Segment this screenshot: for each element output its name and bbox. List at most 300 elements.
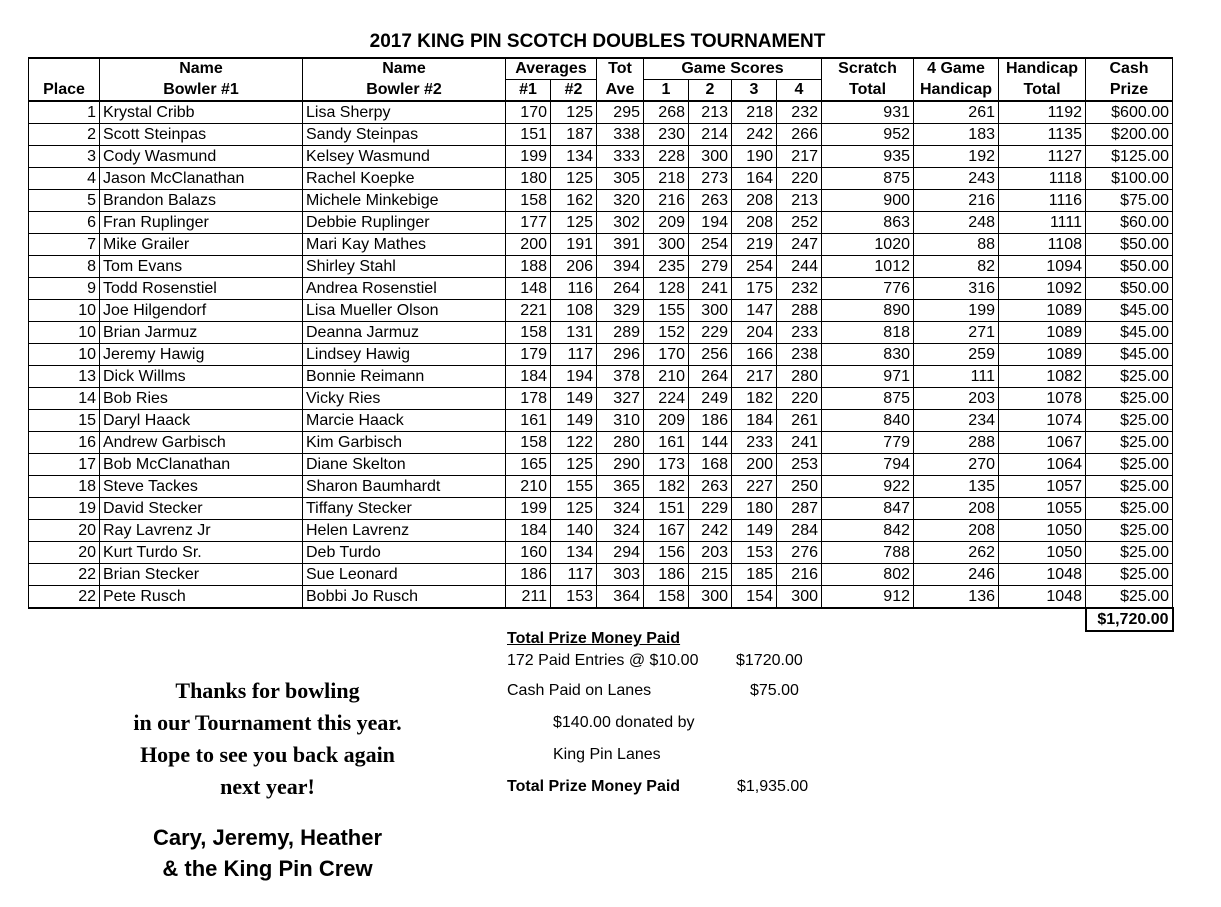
cell-place: 13 bbox=[29, 366, 100, 388]
cell-place: 14 bbox=[29, 388, 100, 410]
cell-game2: 263 bbox=[689, 190, 732, 212]
cell-scratch-total: 1012 bbox=[822, 256, 914, 278]
header-cash-bottom: Prize bbox=[1086, 80, 1173, 102]
cell-game3: 217 bbox=[732, 366, 777, 388]
cell-handicap: 203 bbox=[914, 388, 999, 410]
table-row bbox=[29, 146, 1173, 168]
cell-game3: 200 bbox=[732, 454, 777, 476]
cell-cash-prize: $25.00 bbox=[1086, 542, 1173, 564]
cell-cash-prize: $125.00 bbox=[1086, 146, 1173, 168]
cell-tot-ave: 338 bbox=[597, 124, 644, 146]
cell-game4: 280 bbox=[777, 366, 822, 388]
cell-bowler1: Tom Evans bbox=[100, 256, 303, 278]
cell-game2: 242 bbox=[689, 520, 732, 542]
cell-game3: 233 bbox=[732, 432, 777, 454]
cell-game1: 152 bbox=[644, 322, 689, 344]
cell-game1: 235 bbox=[644, 256, 689, 278]
cell-cash-prize: $200.00 bbox=[1086, 124, 1173, 146]
cell-avg1: 165 bbox=[506, 454, 551, 476]
cell-game4: 266 bbox=[777, 124, 822, 146]
cell-game4: 253 bbox=[777, 454, 822, 476]
cell-place: 17 bbox=[29, 454, 100, 476]
cell-avg2: 125 bbox=[551, 101, 597, 124]
cell-bowler2: Bonnie Reimann bbox=[303, 366, 506, 388]
cell-avg2: 194 bbox=[551, 366, 597, 388]
cell-place: 22 bbox=[29, 586, 100, 609]
cell-tot-ave: 391 bbox=[597, 234, 644, 256]
cell-game4: 288 bbox=[777, 300, 822, 322]
summary-entries-value: $1720.00 bbox=[736, 652, 803, 669]
cell-game1: 155 bbox=[644, 300, 689, 322]
cell-avg2: 153 bbox=[551, 586, 597, 609]
cell-game1: 151 bbox=[644, 498, 689, 520]
cell-scratch-total: 802 bbox=[822, 564, 914, 586]
cell-game1: 161 bbox=[644, 432, 689, 454]
cell-tot-ave: 296 bbox=[597, 344, 644, 366]
summary-total-label: Total Prize Money Paid bbox=[507, 778, 681, 795]
cell-game3: 208 bbox=[732, 212, 777, 234]
page-title: 2017 KING PIN SCOTCH DOUBLES TOURNAMENT bbox=[369, 31, 826, 52]
cell-bowler1: Brian Stecker bbox=[100, 564, 303, 586]
cell-bowler1: Todd Rosenstiel bbox=[100, 278, 303, 300]
cell-place: 3 bbox=[29, 146, 100, 168]
cell-cash-prize: $25.00 bbox=[1086, 586, 1173, 609]
cell-place: 20 bbox=[29, 520, 100, 542]
cell-game4: 287 bbox=[777, 498, 822, 520]
cell-game3: 184 bbox=[732, 410, 777, 432]
header-hdcp-bottom: Handicap bbox=[914, 80, 999, 102]
cell-tot-ave: 327 bbox=[597, 388, 644, 410]
cell-handicap-total: 1089 bbox=[999, 344, 1086, 366]
cell-handicap: 259 bbox=[914, 344, 999, 366]
cell-bowler1: Daryl Haack bbox=[100, 410, 303, 432]
cell-place: 22 bbox=[29, 564, 100, 586]
header-place: Place bbox=[29, 80, 100, 102]
header-avg1: #1 bbox=[506, 80, 551, 102]
cell-avg1: 184 bbox=[506, 366, 551, 388]
cell-game4: 213 bbox=[777, 190, 822, 212]
cell-game3: 153 bbox=[732, 542, 777, 564]
cell-place: 5 bbox=[29, 190, 100, 212]
header-scratch-top: Scratch bbox=[822, 58, 914, 80]
cell-bowler2: Deb Turdo bbox=[303, 542, 506, 564]
cell-game2: 168 bbox=[689, 454, 732, 476]
cell-place: 7 bbox=[29, 234, 100, 256]
cell-scratch-total: 794 bbox=[822, 454, 914, 476]
cell-avg2: 125 bbox=[551, 168, 597, 190]
cell-avg2: 131 bbox=[551, 322, 597, 344]
table-row bbox=[29, 212, 1173, 234]
cell-place: 1 bbox=[29, 101, 100, 124]
cell-cash-prize: $60.00 bbox=[1086, 212, 1173, 234]
cell-cash-prize: $50.00 bbox=[1086, 278, 1173, 300]
cell-game2: 263 bbox=[689, 476, 732, 498]
crew-signoff bbox=[100, 822, 435, 884]
cell-scratch-total: 875 bbox=[822, 168, 914, 190]
cell-game2: 203 bbox=[689, 542, 732, 564]
cell-game1: 224 bbox=[644, 388, 689, 410]
summary-lanes-label: Cash Paid on Lanes bbox=[507, 682, 652, 699]
cell-game3: 147 bbox=[732, 300, 777, 322]
summary-donated-line1: $140.00 donated by bbox=[553, 714, 695, 731]
cell-handicap-total: 1135 bbox=[999, 124, 1086, 146]
thanks-line-2: in our Tournament this year. bbox=[133, 710, 402, 735]
cell-game3: 166 bbox=[732, 344, 777, 366]
cell-tot-ave: 329 bbox=[597, 300, 644, 322]
table-row bbox=[29, 256, 1173, 278]
cell-avg1: 199 bbox=[506, 146, 551, 168]
cell-game3: 149 bbox=[732, 520, 777, 542]
cell-avg2: 187 bbox=[551, 124, 597, 146]
cell-game3: 190 bbox=[732, 146, 777, 168]
cell-tot-ave: 320 bbox=[597, 190, 644, 212]
cell-game3: 208 bbox=[732, 190, 777, 212]
cell-bowler2: Michele Minkebige bbox=[303, 190, 506, 212]
header-hdcp-top: 4 Game bbox=[914, 58, 999, 80]
thank-you-message bbox=[100, 675, 435, 803]
cell-game2: 241 bbox=[689, 278, 732, 300]
header-game-scores: Game Scores bbox=[644, 58, 822, 80]
cell-game2: 300 bbox=[689, 146, 732, 168]
cell-scratch-total: 840 bbox=[822, 410, 914, 432]
cell-handicap: 261 bbox=[914, 101, 999, 124]
cell-bowler1: Kurt Turdo Sr. bbox=[100, 542, 303, 564]
cell-game2: 213 bbox=[689, 101, 732, 124]
cell-handicap: 111 bbox=[914, 366, 999, 388]
cell-bowler1: Joe Hilgendorf bbox=[100, 300, 303, 322]
cell-tot-ave: 290 bbox=[597, 454, 644, 476]
cell-avg1: 151 bbox=[506, 124, 551, 146]
cell-avg1: 177 bbox=[506, 212, 551, 234]
cell-game4: 238 bbox=[777, 344, 822, 366]
cell-avg2: 134 bbox=[551, 146, 597, 168]
results-table bbox=[28, 57, 1174, 632]
cell-scratch-total: 935 bbox=[822, 146, 914, 168]
cell-tot-ave: 324 bbox=[597, 498, 644, 520]
cell-cash-prize: $25.00 bbox=[1086, 432, 1173, 454]
cell-handicap: 216 bbox=[914, 190, 999, 212]
cell-game2: 256 bbox=[689, 344, 732, 366]
cell-game3: 204 bbox=[732, 322, 777, 344]
cell-game1: 170 bbox=[644, 344, 689, 366]
cell-bowler1: Mike Grailer bbox=[100, 234, 303, 256]
cell-cash-prize: $45.00 bbox=[1086, 344, 1173, 366]
cell-handicap-total: 1111 bbox=[999, 212, 1086, 234]
header-tot-top: Tot bbox=[597, 58, 644, 80]
header-name2-bottom: Bowler #2 bbox=[303, 80, 506, 102]
cell-bowler1: Pete Rusch bbox=[100, 586, 303, 609]
cell-tot-ave: 378 bbox=[597, 366, 644, 388]
cell-cash-prize: $45.00 bbox=[1086, 300, 1173, 322]
cell-game1: 230 bbox=[644, 124, 689, 146]
cell-tot-ave: 303 bbox=[597, 564, 644, 586]
cell-bowler1: Jason McClanathan bbox=[100, 168, 303, 190]
cell-bowler2: Bobbi Jo Rusch bbox=[303, 586, 506, 609]
cell-tot-ave: 364 bbox=[597, 586, 644, 609]
cell-scratch-total: 922 bbox=[822, 476, 914, 498]
table-row bbox=[29, 124, 1173, 146]
cell-place: 4 bbox=[29, 168, 100, 190]
cell-bowler1: Brandon Balazs bbox=[100, 190, 303, 212]
table-row bbox=[29, 344, 1173, 366]
cell-handicap: 248 bbox=[914, 212, 999, 234]
cell-game4: 217 bbox=[777, 146, 822, 168]
cell-game3: 164 bbox=[732, 168, 777, 190]
cell-handicap: 183 bbox=[914, 124, 999, 146]
cell-avg2: 155 bbox=[551, 476, 597, 498]
cell-avg1: 184 bbox=[506, 520, 551, 542]
cell-avg1: 179 bbox=[506, 344, 551, 366]
cell-handicap: 288 bbox=[914, 432, 999, 454]
cell-handicap-total: 1089 bbox=[999, 300, 1086, 322]
cell-game2: 215 bbox=[689, 564, 732, 586]
cell-bowler1: Ray Lavrenz Jr bbox=[100, 520, 303, 542]
cell-avg1: 211 bbox=[506, 586, 551, 609]
cell-handicap: 270 bbox=[914, 454, 999, 476]
cell-avg1: 158 bbox=[506, 322, 551, 344]
crew-line-2: & the King Pin Crew bbox=[162, 856, 373, 881]
cell-handicap-total: 1089 bbox=[999, 322, 1086, 344]
cell-handicap-total: 1050 bbox=[999, 520, 1086, 542]
cell-avg1: 221 bbox=[506, 300, 551, 322]
table-row bbox=[29, 564, 1173, 586]
cell-bowler2: Debbie Ruplinger bbox=[303, 212, 506, 234]
cell-game2: 194 bbox=[689, 212, 732, 234]
header-game2: 2 bbox=[689, 80, 732, 102]
cell-cash-prize: $600.00 bbox=[1086, 101, 1173, 124]
header-htotal-bottom: Total bbox=[999, 80, 1086, 102]
cell-bowler1: Steve Tackes bbox=[100, 476, 303, 498]
cell-tot-ave: 305 bbox=[597, 168, 644, 190]
table-row bbox=[29, 168, 1173, 190]
cell-game1: 209 bbox=[644, 410, 689, 432]
header-scratch-bottom: Total bbox=[822, 80, 914, 102]
cell-tot-ave: 324 bbox=[597, 520, 644, 542]
cell-scratch-total: 776 bbox=[822, 278, 914, 300]
cell-handicap-total: 1074 bbox=[999, 410, 1086, 432]
cell-bowler2: Kim Garbisch bbox=[303, 432, 506, 454]
grand-total-row bbox=[29, 608, 1173, 631]
summary-lanes-value: $75.00 bbox=[750, 682, 799, 699]
summary-heading: Total Prize Money Paid bbox=[507, 630, 681, 647]
cell-game2: 300 bbox=[689, 586, 732, 609]
table-row bbox=[29, 234, 1173, 256]
cell-game4: 247 bbox=[777, 234, 822, 256]
cell-scratch-total: 912 bbox=[822, 586, 914, 609]
cell-handicap-total: 1108 bbox=[999, 234, 1086, 256]
cell-handicap: 234 bbox=[914, 410, 999, 432]
cell-handicap-total: 1127 bbox=[999, 146, 1086, 168]
cell-cash-prize: $25.00 bbox=[1086, 498, 1173, 520]
cell-bowler2: Tiffany Stecker bbox=[303, 498, 506, 520]
cell-game2: 254 bbox=[689, 234, 732, 256]
cell-avg1: 158 bbox=[506, 432, 551, 454]
cell-scratch-total: 847 bbox=[822, 498, 914, 520]
table-row bbox=[29, 101, 1173, 124]
cell-avg1: 210 bbox=[506, 476, 551, 498]
cell-game3: 182 bbox=[732, 388, 777, 410]
cell-handicap-total: 1116 bbox=[999, 190, 1086, 212]
cell-game4: 300 bbox=[777, 586, 822, 609]
cell-handicap-total: 1092 bbox=[999, 278, 1086, 300]
cell-tot-ave: 365 bbox=[597, 476, 644, 498]
cell-avg2: 162 bbox=[551, 190, 597, 212]
cell-avg2: 116 bbox=[551, 278, 597, 300]
cell-tot-ave: 280 bbox=[597, 432, 644, 454]
cell-handicap: 135 bbox=[914, 476, 999, 498]
cell-game2: 264 bbox=[689, 366, 732, 388]
cell-bowler2: Rachel Koepke bbox=[303, 168, 506, 190]
table-row bbox=[29, 278, 1173, 300]
header-tot-bottom: Ave bbox=[597, 80, 644, 102]
cell-bowler1: Brian Jarmuz bbox=[100, 322, 303, 344]
cell-avg1: 161 bbox=[506, 410, 551, 432]
cell-game1: 128 bbox=[644, 278, 689, 300]
cell-cash-prize: $25.00 bbox=[1086, 366, 1173, 388]
cell-handicap-total: 1048 bbox=[999, 586, 1086, 609]
cell-bowler2: Sue Leonard bbox=[303, 564, 506, 586]
cell-bowler2: Sharon Baumhardt bbox=[303, 476, 506, 498]
cell-scratch-total: 971 bbox=[822, 366, 914, 388]
cell-handicap-total: 1067 bbox=[999, 432, 1086, 454]
cell-game4: 250 bbox=[777, 476, 822, 498]
cell-cash-prize: $25.00 bbox=[1086, 520, 1173, 542]
cell-game4: 232 bbox=[777, 278, 822, 300]
cell-bowler2: Sandy Steinpas bbox=[303, 124, 506, 146]
header-htotal-top: Handicap bbox=[999, 58, 1086, 80]
cell-avg2: 149 bbox=[551, 388, 597, 410]
cell-avg1: 180 bbox=[506, 168, 551, 190]
cell-bowler1: Dick Willms bbox=[100, 366, 303, 388]
cell-game3: 218 bbox=[732, 101, 777, 124]
crew-line-1: Cary, Jeremy, Heather bbox=[152, 825, 383, 850]
cell-place: 9 bbox=[29, 278, 100, 300]
table-row bbox=[29, 454, 1173, 476]
cell-bowler2: Andrea Rosenstiel bbox=[303, 278, 506, 300]
cell-place: 18 bbox=[29, 476, 100, 498]
table-row bbox=[29, 410, 1173, 432]
results-body bbox=[29, 101, 1173, 608]
cell-cash-prize: $45.00 bbox=[1086, 322, 1173, 344]
thanks-line-3: Hope to see you back again bbox=[140, 742, 395, 767]
cell-scratch-total: 788 bbox=[822, 542, 914, 564]
cell-game4: 233 bbox=[777, 322, 822, 344]
cell-avg2: 122 bbox=[551, 432, 597, 454]
cell-bowler2: Lisa Mueller Olson bbox=[303, 300, 506, 322]
cell-bowler2: Mari Kay Mathes bbox=[303, 234, 506, 256]
cell-place: 2 bbox=[29, 124, 100, 146]
cell-tot-ave: 294 bbox=[597, 542, 644, 564]
header-cash-top: Cash bbox=[1086, 58, 1173, 80]
cell-scratch-total: 890 bbox=[822, 300, 914, 322]
cell-avg2: 108 bbox=[551, 300, 597, 322]
table-row bbox=[29, 476, 1173, 498]
cell-cash-prize: $100.00 bbox=[1086, 168, 1173, 190]
table-row bbox=[29, 498, 1173, 520]
grand-total-spacer bbox=[29, 608, 1086, 631]
cell-avg2: 125 bbox=[551, 454, 597, 476]
table-row bbox=[29, 388, 1173, 410]
cell-game2: 249 bbox=[689, 388, 732, 410]
cell-scratch-total: 842 bbox=[822, 520, 914, 542]
cell-game2: 229 bbox=[689, 498, 732, 520]
cell-game3: 219 bbox=[732, 234, 777, 256]
cell-handicap: 82 bbox=[914, 256, 999, 278]
cell-cash-prize: $50.00 bbox=[1086, 234, 1173, 256]
cell-game1: 173 bbox=[644, 454, 689, 476]
cell-game4: 232 bbox=[777, 101, 822, 124]
cell-game1: 158 bbox=[644, 586, 689, 609]
cell-handicap-total: 1192 bbox=[999, 101, 1086, 124]
cell-tot-ave: 295 bbox=[597, 101, 644, 124]
cell-scratch-total: 863 bbox=[822, 212, 914, 234]
cell-bowler1: Bob McClanathan bbox=[100, 454, 303, 476]
cell-place: 8 bbox=[29, 256, 100, 278]
cell-game1: 186 bbox=[644, 564, 689, 586]
cell-scratch-total: 952 bbox=[822, 124, 914, 146]
cell-avg1: 148 bbox=[506, 278, 551, 300]
cell-game3: 242 bbox=[732, 124, 777, 146]
cell-game4: 244 bbox=[777, 256, 822, 278]
cell-handicap: 243 bbox=[914, 168, 999, 190]
cell-scratch-total: 875 bbox=[822, 388, 914, 410]
cell-scratch-total: 1020 bbox=[822, 234, 914, 256]
cell-game2: 300 bbox=[689, 300, 732, 322]
cell-bowler2: Shirley Stahl bbox=[303, 256, 506, 278]
cell-tot-ave: 289 bbox=[597, 322, 644, 344]
cell-avg1: 200 bbox=[506, 234, 551, 256]
cell-bowler1: Fran Ruplinger bbox=[100, 212, 303, 234]
cell-game2: 186 bbox=[689, 410, 732, 432]
cell-handicap: 316 bbox=[914, 278, 999, 300]
cell-bowler2: Diane Skelton bbox=[303, 454, 506, 476]
cell-avg1: 170 bbox=[506, 101, 551, 124]
cell-handicap: 208 bbox=[914, 520, 999, 542]
cell-game2: 229 bbox=[689, 322, 732, 344]
cell-game1: 209 bbox=[644, 212, 689, 234]
cell-place: 19 bbox=[29, 498, 100, 520]
cell-game1: 268 bbox=[644, 101, 689, 124]
cell-handicap-total: 1048 bbox=[999, 564, 1086, 586]
cell-cash-prize: $50.00 bbox=[1086, 256, 1173, 278]
thanks-line-4: next year! bbox=[220, 774, 315, 799]
cell-game1: 182 bbox=[644, 476, 689, 498]
header-name1-bottom: Bowler #1 bbox=[100, 80, 303, 102]
cell-scratch-total: 818 bbox=[822, 322, 914, 344]
cell-game3: 180 bbox=[732, 498, 777, 520]
summary-total-value: $1,935.00 bbox=[737, 778, 809, 795]
cell-scratch-total: 779 bbox=[822, 432, 914, 454]
cell-game4: 220 bbox=[777, 388, 822, 410]
cell-game4: 261 bbox=[777, 410, 822, 432]
cell-place: 10 bbox=[29, 300, 100, 322]
cell-game3: 227 bbox=[732, 476, 777, 498]
table-row bbox=[29, 520, 1173, 542]
table-row bbox=[29, 366, 1173, 388]
header-row-bottom bbox=[29, 80, 1173, 102]
cell-bowler2: Lindsey Hawig bbox=[303, 344, 506, 366]
cell-game1: 216 bbox=[644, 190, 689, 212]
thanks-line-1: Thanks for bowling bbox=[175, 678, 360, 703]
cell-game2: 273 bbox=[689, 168, 732, 190]
cell-avg2: 191 bbox=[551, 234, 597, 256]
header-game3: 3 bbox=[732, 80, 777, 102]
cell-avg2: 134 bbox=[551, 542, 597, 564]
cell-game4: 241 bbox=[777, 432, 822, 454]
cell-place: 10 bbox=[29, 344, 100, 366]
cell-cash-prize: $25.00 bbox=[1086, 454, 1173, 476]
cell-avg1: 186 bbox=[506, 564, 551, 586]
